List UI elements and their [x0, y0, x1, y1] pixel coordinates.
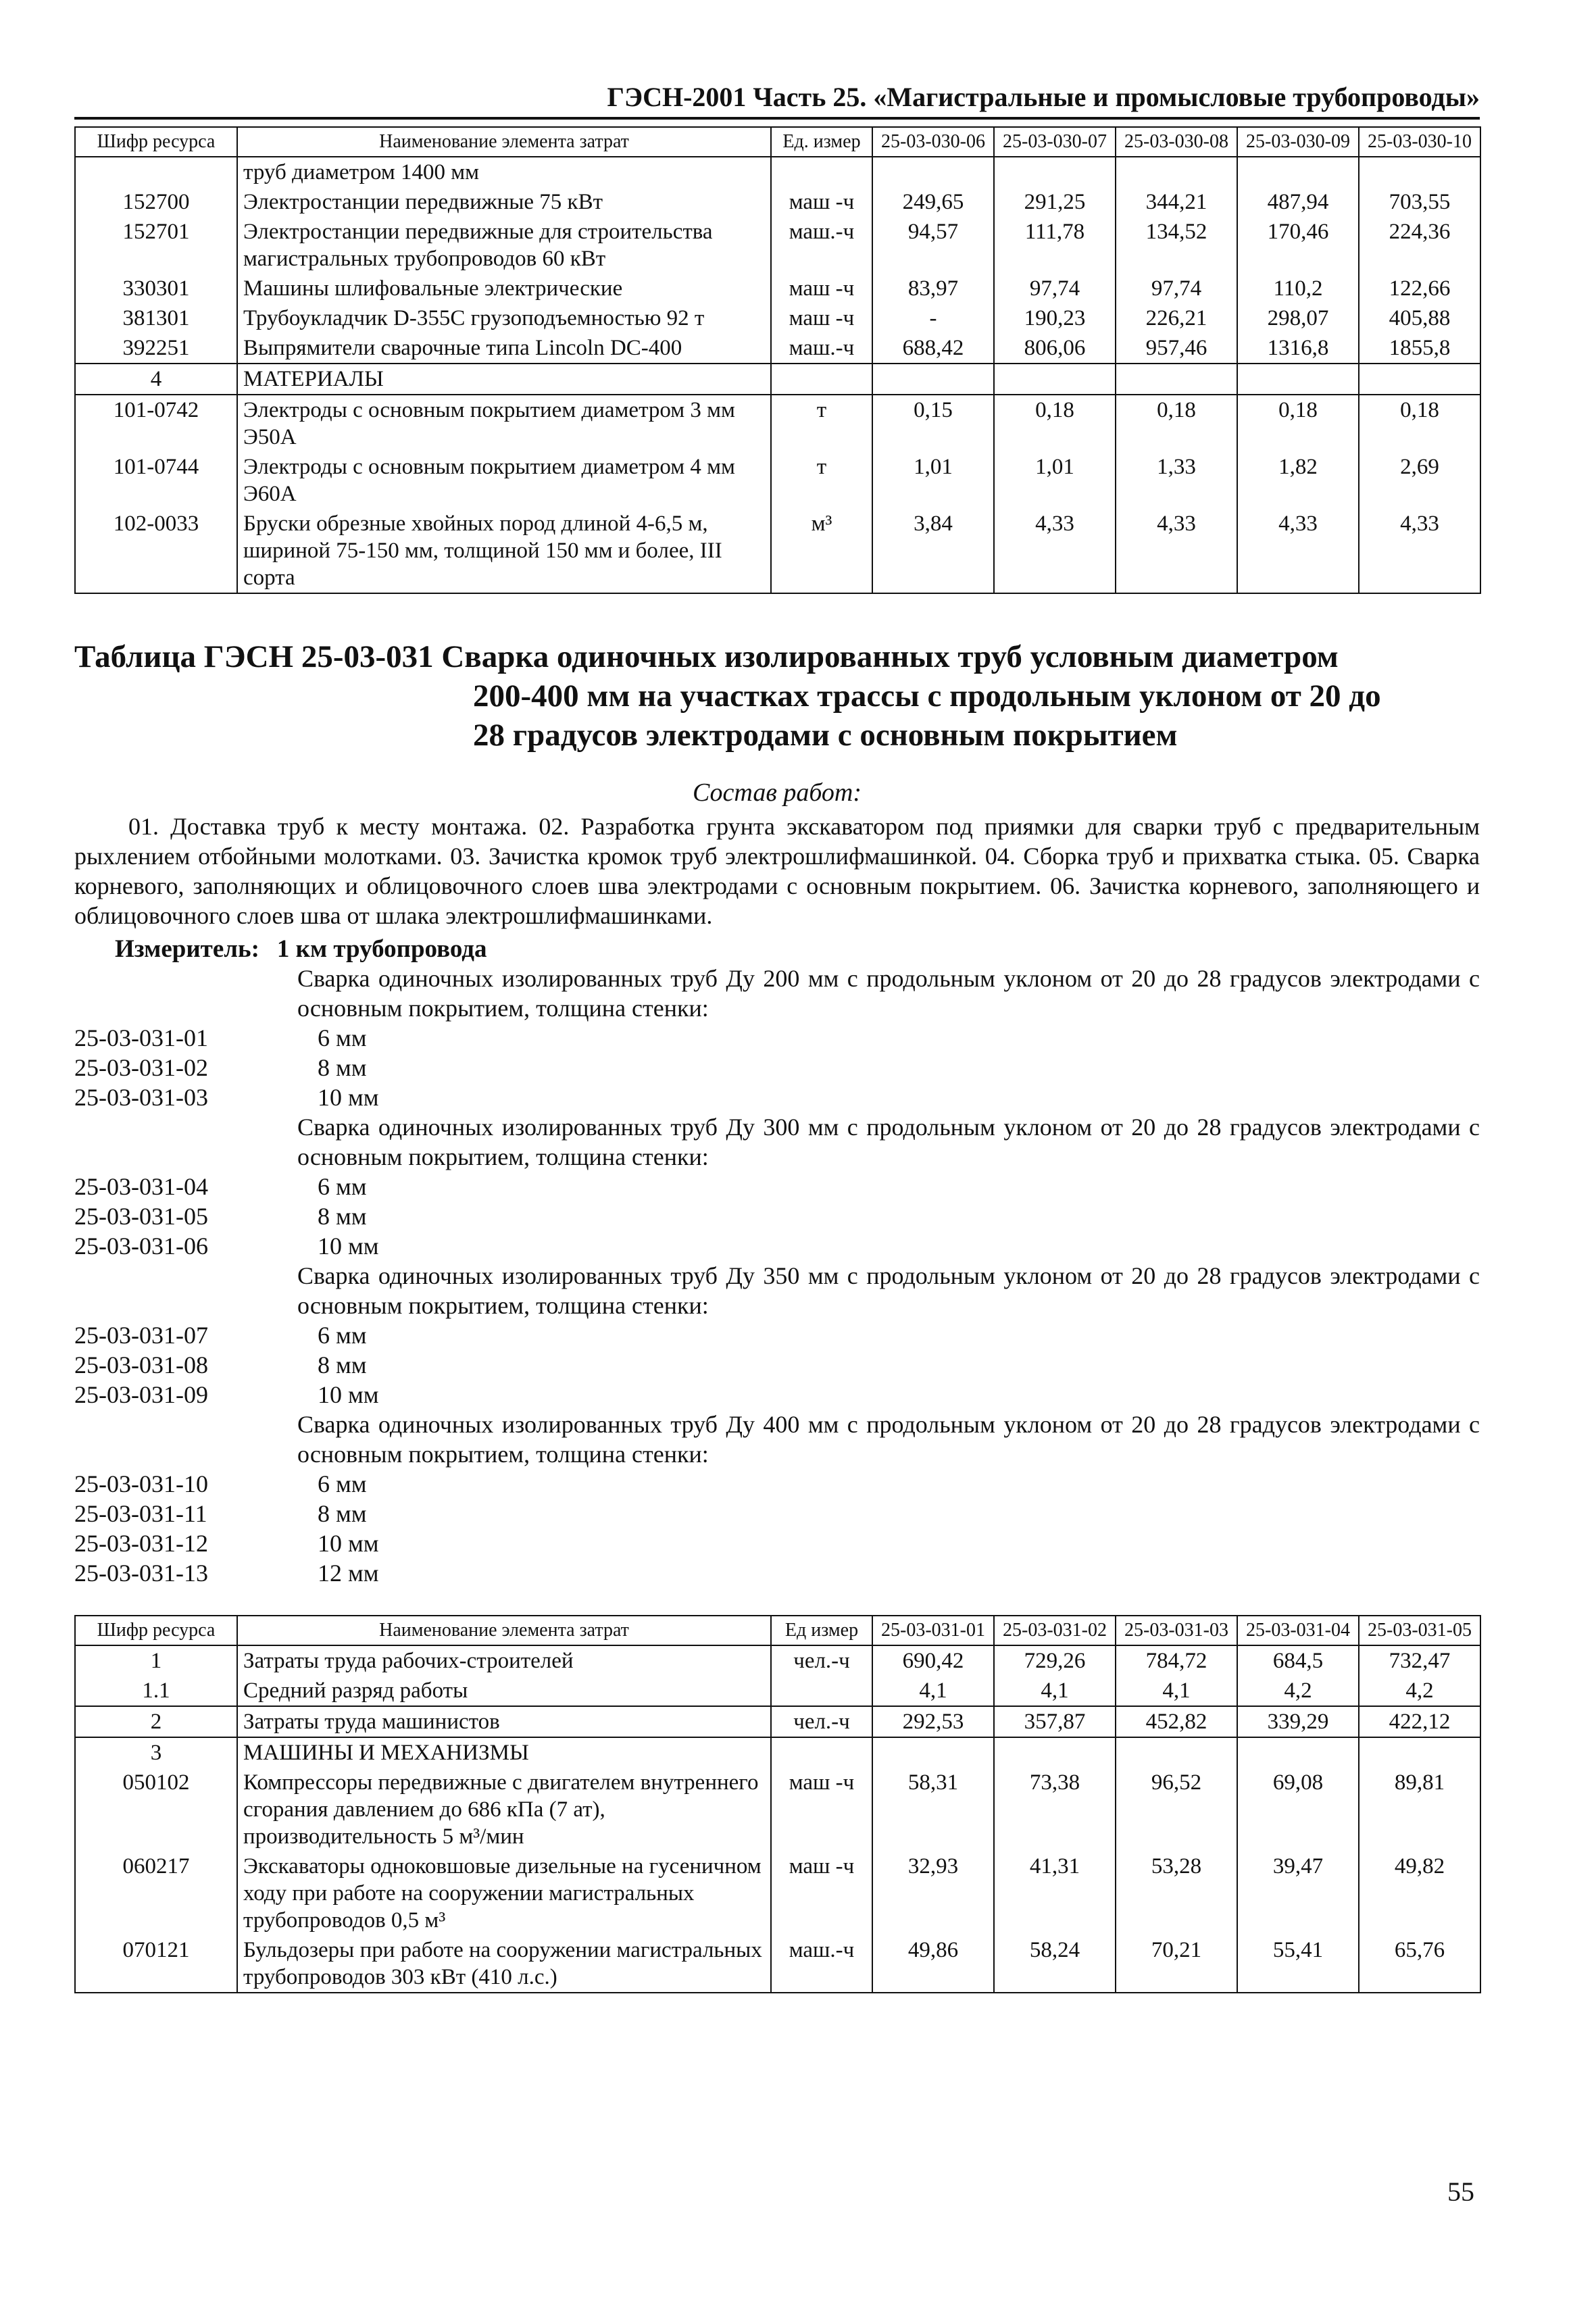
norm-value: 452,82	[1116, 1706, 1237, 1737]
norm-value: 487,94	[1237, 187, 1359, 217]
norm-value: 4,1	[1116, 1676, 1237, 1706]
table-row	[75, 303, 1480, 333]
norm-group-description: Сварка одиночных изолированных труб Ду 350 мм с продольным уклоном от 20 до 28 градусов электродами с основным покрытием, толщина стенки:	[297, 1262, 1480, 1319]
table-header-row	[75, 127, 1480, 157]
resource-code: 152700	[75, 187, 237, 217]
running-header: ГЭСН-2001 Часть 25. «Магистральные и промысловые трубопроводы»	[74, 81, 1480, 120]
norm-value: 0,18	[1237, 395, 1359, 452]
norm-value: 0,18	[994, 395, 1116, 452]
norm-code: 25-03-031-09	[74, 1381, 208, 1408]
norm-value: 2,69	[1359, 452, 1480, 509]
table-row	[75, 157, 1480, 187]
table-row	[75, 1768, 1480, 1851]
table-row	[75, 1737, 1480, 1768]
norm-value: 39,47	[1237, 1851, 1359, 1935]
norm-value: 357,87	[994, 1706, 1116, 1737]
norm-value	[1359, 1737, 1480, 1768]
norm-thickness: 8 мм	[318, 1351, 367, 1378]
column-header: 25-03-031-05	[1359, 1616, 1480, 1645]
resource-name: МАТЕРИАЛЫ	[237, 364, 771, 395]
resource-unit	[771, 1676, 872, 1706]
norm-value: 291,25	[994, 187, 1116, 217]
resource-name: Электростанции передвижные для строительства магистральных трубопроводов 60 кВт	[237, 217, 771, 274]
norm-item	[74, 1082, 1480, 1112]
norm-value	[1237, 1737, 1359, 1768]
norm-value	[1237, 364, 1359, 395]
column-header: Наименование элемента затрат	[237, 127, 771, 157]
norm-group-description: Сварка одиночных изолированных труб Ду 300 мм с продольным уклоном от 20 до 28 градусов электродами с основным покрытием, толщина стенки:	[297, 1114, 1480, 1170]
norm-value	[1116, 1737, 1237, 1768]
norm-thickness: 10 мм	[318, 1530, 379, 1557]
resource-code: 152701	[75, 217, 237, 274]
table-row	[75, 333, 1480, 364]
norm-value	[1359, 157, 1480, 187]
table-row	[75, 1706, 1480, 1737]
resource-table-030	[74, 126, 1481, 594]
norm-value: 65,76	[1359, 1935, 1480, 1993]
norm-value: 688,42	[872, 333, 994, 364]
resource-unit: маш -ч	[771, 1851, 872, 1935]
norm-value: 110,2	[1237, 274, 1359, 303]
norm-thickness: 12 мм	[318, 1560, 379, 1587]
resource-unit: маш -ч	[771, 187, 872, 217]
norm-value: 53,28	[1116, 1851, 1237, 1935]
norm-value: 4,2	[1237, 1676, 1359, 1706]
measure-value: 1 км трубопровода	[276, 935, 487, 963]
norm-value: 1316,8	[1237, 333, 1359, 364]
norm-value: 111,78	[994, 217, 1116, 274]
table-row	[75, 274, 1480, 303]
norm-value: 134,52	[1116, 217, 1237, 274]
norm-code: 25-03-031-08	[74, 1351, 208, 1378]
norm-value	[1116, 364, 1237, 395]
table-row	[75, 1645, 1480, 1676]
norm-value: 0,15	[872, 395, 994, 452]
norm-value: 1,01	[872, 452, 994, 509]
norm-item	[74, 1201, 1480, 1231]
norm-code: 25-03-031-03	[74, 1084, 208, 1111]
norm-value	[994, 1737, 1116, 1768]
resource-name: Электроды с основным покрытием диаметром 4 мм Э60А	[237, 452, 771, 509]
resource-name: Машины шлифовальные электрические	[237, 274, 771, 303]
norm-item	[74, 1320, 1480, 1350]
norm-value: 422,12	[1359, 1706, 1480, 1737]
norm-value: 89,81	[1359, 1768, 1480, 1851]
norm-value: 4,33	[994, 509, 1116, 593]
resource-unit: маш -ч	[771, 303, 872, 333]
norm-thickness: 6 мм	[318, 1322, 367, 1349]
norm-value: 190,23	[994, 303, 1116, 333]
norm-value: 4,33	[1116, 509, 1237, 593]
norm-value: 0,18	[1116, 395, 1237, 452]
resource-unit: чел.-ч	[771, 1645, 872, 1676]
resource-code: 381301	[75, 303, 237, 333]
norm-value: 226,21	[1116, 303, 1237, 333]
norm-group-description: Сварка одиночных изолированных труб Ду 400 мм с продольным уклоном от 20 до 28 градусов электродами с основным покрытием, толщина стенки:	[297, 1411, 1480, 1468]
norm-thickness: 8 мм	[318, 1500, 367, 1527]
norm-code: 25-03-031-12	[74, 1530, 208, 1557]
norm-value: -	[872, 303, 994, 333]
norm-value: 224,36	[1359, 217, 1480, 274]
resource-name: Компрессоры передвижные с двигателем внутреннего сгорания давлением до 686 кПа (7 ат), производительность 5 м³/мин	[237, 1768, 771, 1851]
table-row	[75, 1851, 1480, 1935]
column-header: Ед. измер	[771, 127, 872, 157]
title-line-3: 28 градусов электродами с основным покрытием	[473, 718, 1178, 753]
resource-code: 392251	[75, 333, 237, 364]
resource-name: Бруски обрезные хвойных пород длиной 4-6,5 м, шириной 75-150 мм, толщиной 150 мм и более, III сорта	[237, 509, 771, 593]
work-composition-heading: Состав работ:	[692, 778, 862, 807]
resource-unit: маш.-ч	[771, 333, 872, 364]
document-page	[74, 81, 1480, 1993]
resource-unit: маш.-ч	[771, 217, 872, 274]
norm-thickness: 8 мм	[318, 1054, 367, 1081]
norm-value: 690,42	[872, 1645, 994, 1676]
norm-value: 249,65	[872, 187, 994, 217]
norm-value: 1,01	[994, 452, 1116, 509]
norm-item	[74, 1528, 1480, 1558]
norm-item	[74, 1558, 1480, 1588]
resource-unit: маш -ч	[771, 274, 872, 303]
norm-value: 292,53	[872, 1706, 994, 1737]
norm-thickness: 8 мм	[318, 1203, 367, 1230]
norm-value: 784,72	[1116, 1645, 1237, 1676]
norm-value	[872, 364, 994, 395]
resource-code: 060217	[75, 1851, 237, 1935]
table-header-row	[75, 1616, 1480, 1645]
resource-name: Трубоукладчик D-355С грузоподъемностью 92 т	[237, 303, 771, 333]
table-title	[74, 637, 1480, 755]
table-row	[75, 509, 1480, 593]
norm-value: 83,97	[872, 274, 994, 303]
resource-name: МАШИНЫ И МЕХАНИЗМЫ	[237, 1737, 771, 1768]
resource-code: 330301	[75, 274, 237, 303]
norm-value	[872, 1737, 994, 1768]
norm-value: 4,33	[1237, 509, 1359, 593]
column-header: Ед измер	[771, 1616, 872, 1645]
resource-code: 2	[75, 1706, 237, 1737]
norm-value	[1237, 157, 1359, 187]
column-header: 25-03-030-07	[994, 127, 1116, 157]
norm-code: 25-03-031-02	[74, 1054, 208, 1081]
norm-value: 339,29	[1237, 1706, 1359, 1737]
norm-item	[74, 1023, 1480, 1053]
norm-code: 25-03-031-10	[74, 1470, 208, 1497]
norm-value	[1359, 364, 1480, 395]
resource-unit: маш -ч	[771, 1768, 872, 1851]
resource-unit	[771, 1737, 872, 1768]
norm-value: 298,07	[1237, 303, 1359, 333]
resource-unit: чел.-ч	[771, 1706, 872, 1737]
resource-unit	[771, 157, 872, 187]
norm-value: 70,21	[1116, 1935, 1237, 1993]
norm-value: 4,2	[1359, 1676, 1480, 1706]
norm-list	[74, 964, 1480, 1588]
column-header: 25-03-031-02	[994, 1616, 1116, 1645]
norm-item	[74, 1380, 1480, 1410]
norm-value: 405,88	[1359, 303, 1480, 333]
resource-unit: т	[771, 395, 872, 452]
column-header: Шифр ресурса	[75, 1616, 237, 1645]
measure-line	[74, 935, 1480, 964]
resource-code: 102-0033	[75, 509, 237, 593]
norm-value: 344,21	[1116, 187, 1237, 217]
norm-value: 97,74	[994, 274, 1116, 303]
norm-thickness: 6 мм	[318, 1024, 367, 1051]
measure-label: Измеритель:	[115, 935, 259, 963]
resource-unit: м³	[771, 509, 872, 593]
norm-value: 58,24	[994, 1935, 1116, 1993]
norm-value: 703,55	[1359, 187, 1480, 217]
resource-name: Затраты труда рабочих-строителей	[237, 1645, 771, 1676]
resource-name: Электроды с основным покрытием диаметром 3 мм Э50А	[237, 395, 771, 452]
norm-value: 73,38	[994, 1768, 1116, 1851]
norm-value: 4,1	[872, 1676, 994, 1706]
resource-code: 1	[75, 1645, 237, 1676]
resource-name: Выпрямители сварочные типа Lincoln DC-400	[237, 333, 771, 364]
page-number: 55	[1447, 2176, 1474, 2207]
norm-thickness: 10 мм	[318, 1084, 379, 1111]
resource-code: 101-0744	[75, 452, 237, 509]
resource-code: 3	[75, 1737, 237, 1768]
column-header: Шифр ресурса	[75, 127, 237, 157]
resource-unit	[771, 364, 872, 395]
resource-code: 1.1	[75, 1676, 237, 1706]
resource-name: Экскаваторы одноковшовые дизельные на гусеничном ходу при работе на сооружении магистральных трубопроводов 0,5 м³	[237, 1851, 771, 1935]
resource-name: Бульдозеры при работе на сооружении магистральных трубопроводов 303 кВт (410 л.с.)	[237, 1935, 771, 1993]
norm-item	[74, 1172, 1480, 1201]
norm-item	[74, 1350, 1480, 1380]
norm-value	[872, 157, 994, 187]
norm-value	[994, 364, 1116, 395]
norm-value: 58,31	[872, 1768, 994, 1851]
norm-value: 4,33	[1359, 509, 1480, 593]
resource-code: 070121	[75, 1935, 237, 1993]
norm-item	[74, 1499, 1480, 1528]
column-header: 25-03-031-03	[1116, 1616, 1237, 1645]
title-line-1: Таблица ГЭСН 25-03-031 Сварка одиночных изолированных труб условным диаметром	[74, 639, 1339, 674]
norm-code: 25-03-031-06	[74, 1233, 208, 1260]
table-row	[75, 395, 1480, 452]
table-row	[75, 452, 1480, 509]
column-header: 25-03-031-01	[872, 1616, 994, 1645]
norm-value: 49,86	[872, 1935, 994, 1993]
table-row	[75, 217, 1480, 274]
norm-value: 806,06	[994, 333, 1116, 364]
column-header: 25-03-031-04	[1237, 1616, 1359, 1645]
norm-value	[1116, 157, 1237, 187]
resource-unit: т	[771, 452, 872, 509]
norm-value: 94,57	[872, 217, 994, 274]
title-line-2: 200-400 мм на участках трассы с продольным уклоном от 20 до	[473, 678, 1381, 714]
norm-code: 25-03-031-05	[74, 1203, 208, 1230]
resource-code: 4	[75, 364, 237, 395]
norm-code: 25-03-031-11	[74, 1500, 207, 1527]
norm-thickness: 6 мм	[318, 1173, 367, 1200]
norm-value: 69,08	[1237, 1768, 1359, 1851]
column-header: 25-03-030-06	[872, 127, 994, 157]
norm-value: 732,47	[1359, 1645, 1480, 1676]
column-header: 25-03-030-09	[1237, 127, 1359, 157]
resource-unit: маш.-ч	[771, 1935, 872, 1993]
table-row	[75, 1676, 1480, 1706]
norm-item	[74, 1231, 1480, 1261]
norm-value: 41,31	[994, 1851, 1116, 1935]
norm-thickness: 6 мм	[318, 1470, 367, 1497]
table-row	[75, 1935, 1480, 1993]
norm-value: 684,5	[1237, 1645, 1359, 1676]
resource-code: 050102	[75, 1768, 237, 1851]
norm-value: 55,41	[1237, 1935, 1359, 1993]
column-header: 25-03-030-10	[1359, 127, 1480, 157]
norm-code: 25-03-031-01	[74, 1024, 208, 1051]
table-row	[75, 364, 1480, 395]
column-header: 25-03-030-08	[1116, 127, 1237, 157]
norm-value: 32,93	[872, 1851, 994, 1935]
resource-name: Средний разряд работы	[237, 1676, 771, 1706]
resource-name: Электростанции передвижные 75 кВт	[237, 187, 771, 217]
norm-value: 4,1	[994, 1676, 1116, 1706]
resource-code	[75, 157, 237, 187]
norm-code: 25-03-031-07	[74, 1322, 208, 1349]
norm-value: 3,84	[872, 509, 994, 593]
resource-table-031	[74, 1615, 1481, 1993]
norm-value: 170,46	[1237, 217, 1359, 274]
column-header: Наименование элемента затрат	[237, 1616, 771, 1645]
norm-value: 0,18	[1359, 395, 1480, 452]
norm-item	[74, 1053, 1480, 1082]
resource-name: труб диаметром 1400 мм	[237, 157, 771, 187]
norm-thickness: 10 мм	[318, 1381, 379, 1408]
norm-value: 1,33	[1116, 452, 1237, 509]
norm-value: 729,26	[994, 1645, 1116, 1676]
norm-value: 1,82	[1237, 452, 1359, 509]
norm-thickness: 10 мм	[318, 1233, 379, 1260]
norm-code: 25-03-031-04	[74, 1173, 208, 1200]
work-composition-text: 01. Доставка труб к месту монтажа. 02. Разработка грунта экскаватором под приямки для сварки труб с предварительным рыхлением отбойными молотками. 03. Зачистка кромок труб электрошлифмашинкой. 04. Сборка труб и прихватка стыка. 05. Сварка корневого, заполняющих и облицовочного слоев шва электродами с основным покрытием. 06. Зачистка корневого, заполняющего и облицовочного слоев шва от шлака электрошлифмашинками.	[74, 813, 1480, 929]
norm-value: 96,52	[1116, 1768, 1237, 1851]
norm-item	[74, 1469, 1480, 1499]
norm-group-description: Сварка одиночных изолированных труб Ду 200 мм с продольным уклоном от 20 до 28 градусов электродами с основным покрытием, толщина стенки:	[297, 965, 1480, 1022]
norm-value: 122,66	[1359, 274, 1480, 303]
norm-value: 957,46	[1116, 333, 1237, 364]
norm-value	[994, 157, 1116, 187]
norm-code: 25-03-031-13	[74, 1560, 208, 1587]
resource-name: Затраты труда машинистов	[237, 1706, 771, 1737]
table-row	[75, 187, 1480, 217]
resource-code: 101-0742	[75, 395, 237, 452]
norm-value: 1855,8	[1359, 333, 1480, 364]
norm-value: 49,82	[1359, 1851, 1480, 1935]
norm-value: 97,74	[1116, 274, 1237, 303]
